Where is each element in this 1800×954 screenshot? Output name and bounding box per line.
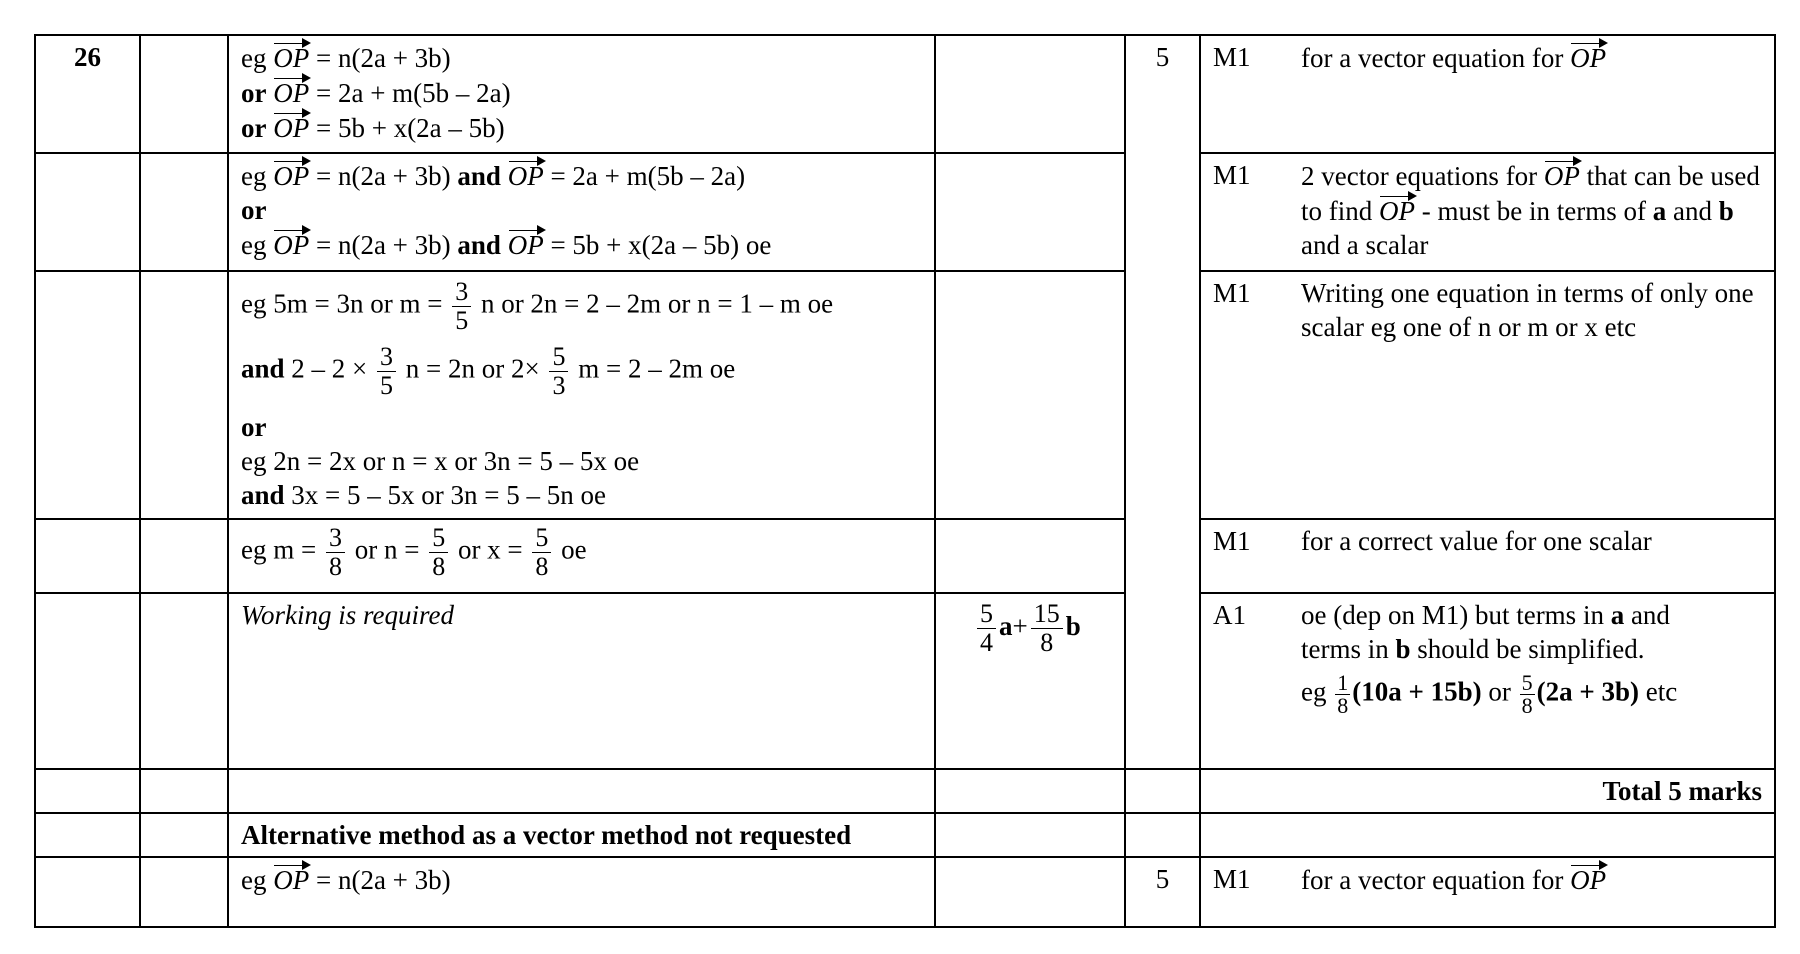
empty-cell bbox=[35, 857, 140, 927]
eg-label: eg bbox=[241, 865, 267, 895]
question-cell bbox=[35, 593, 140, 769]
note-bold: a bbox=[1652, 196, 1667, 226]
part-cell bbox=[140, 593, 228, 769]
numerator: 3 bbox=[326, 524, 345, 553]
numerator: 5 bbox=[549, 343, 568, 372]
working-cell bbox=[228, 857, 935, 927]
working-cell bbox=[228, 519, 935, 593]
table-row bbox=[35, 153, 1775, 271]
answer-b: b bbox=[1065, 610, 1081, 641]
empty-cell bbox=[935, 813, 1125, 857]
working-expr: 2 – 2 × bbox=[291, 353, 368, 384]
answer-cell bbox=[935, 519, 1125, 593]
notes-cell bbox=[1200, 857, 1775, 927]
working-expr: = n(2a + 3b) bbox=[315, 230, 451, 260]
note-bold: b bbox=[1718, 196, 1734, 226]
mark-code: M1 bbox=[1213, 526, 1251, 556]
fraction bbox=[377, 343, 396, 400]
note-text: Writing one equation in terms of only one scalar eg one of n or m or x etc bbox=[1301, 278, 1754, 342]
empty-cell bbox=[1200, 813, 1775, 857]
working-expr: n(2a + 3b) bbox=[337, 43, 451, 73]
notes-cell bbox=[1200, 519, 1775, 593]
eg-label: eg bbox=[241, 161, 267, 191]
note-bold: b bbox=[1395, 634, 1411, 664]
and-label: and bbox=[457, 161, 501, 191]
working-expr: oe bbox=[561, 534, 587, 565]
working-expr: = 5b + x(2a – 5b) bbox=[315, 113, 505, 143]
working-expr: n or 2n = 2 – 2m or n = 1 – m oe bbox=[480, 288, 834, 319]
note-expr: (2a + 3b) bbox=[1536, 676, 1640, 707]
answer-cell bbox=[935, 271, 1125, 519]
vector-op: OP bbox=[273, 40, 309, 72]
note-text: for a vector equation for bbox=[1301, 865, 1564, 895]
working-note: Working is required bbox=[241, 600, 454, 630]
empty-cell bbox=[140, 813, 228, 857]
fraction bbox=[549, 343, 568, 400]
numerator: 5 bbox=[532, 524, 551, 553]
vector-op: OP bbox=[273, 110, 309, 142]
note-text: or bbox=[1488, 676, 1511, 707]
working-expr: eg 2n = 2x or n = x or 3n = 5 – 5x oe bbox=[241, 446, 640, 476]
empty-cell bbox=[935, 769, 1125, 813]
empty-cell bbox=[1125, 813, 1200, 857]
note-text: - must be in terms of bbox=[1421, 196, 1646, 226]
denominator: 8 bbox=[1337, 693, 1349, 718]
question-cell bbox=[35, 153, 140, 271]
mark-code: M1 bbox=[1213, 278, 1251, 308]
table-row bbox=[35, 271, 1775, 519]
numerator: 3 bbox=[377, 343, 396, 372]
note-expr: (10a + 15b) bbox=[1352, 676, 1482, 707]
working-expr: n = 2n or 2× bbox=[405, 353, 540, 384]
working-cell bbox=[228, 153, 935, 271]
denominator: 4 bbox=[980, 628, 993, 657]
fraction bbox=[532, 524, 551, 581]
part-cell bbox=[140, 35, 228, 153]
note-bold: a bbox=[1610, 600, 1625, 630]
vector-op: OP bbox=[273, 158, 309, 190]
table-row bbox=[35, 35, 1775, 153]
note-text: should be simplified. bbox=[1417, 634, 1645, 664]
numerator: 5 bbox=[1521, 670, 1533, 695]
vector-op: OP bbox=[1544, 158, 1580, 190]
numerator: 1 bbox=[1337, 670, 1349, 695]
working-expr: = n(2a + 3b) bbox=[315, 865, 451, 895]
notes-cell bbox=[1200, 593, 1775, 769]
empty-cell bbox=[35, 813, 140, 857]
empty-cell bbox=[140, 857, 228, 927]
working-expr: = 5b + x(2a – 5b) oe bbox=[550, 230, 772, 260]
note-text: etc bbox=[1645, 676, 1678, 707]
question-cell bbox=[35, 271, 140, 519]
vector-op: OP bbox=[273, 227, 309, 259]
table-row bbox=[35, 519, 1775, 593]
and-label: and bbox=[241, 480, 285, 510]
alt-heading bbox=[228, 813, 935, 857]
question-number: 26 bbox=[35, 35, 140, 153]
working-expr: = 2a + m(5b – 2a) bbox=[315, 78, 511, 108]
denominator: 8 bbox=[328, 552, 342, 581]
answer-cell bbox=[935, 593, 1125, 769]
note-text: terms in bbox=[1301, 634, 1389, 664]
notes-cell bbox=[1200, 153, 1775, 271]
eg-label: eg bbox=[241, 230, 267, 260]
alt-heading-row bbox=[35, 813, 1775, 857]
or-label: or bbox=[241, 195, 267, 225]
denominator: 5 bbox=[455, 306, 469, 335]
answer-a: a bbox=[999, 610, 1013, 641]
notes-cell bbox=[1200, 35, 1775, 153]
fraction bbox=[429, 524, 448, 581]
denominator: 8 bbox=[535, 552, 549, 581]
alt-heading-text: Alternative method as a vector method not requested bbox=[241, 820, 852, 850]
and-label: and bbox=[457, 230, 501, 260]
mark-code: M1 bbox=[1213, 160, 1251, 190]
fraction bbox=[977, 600, 996, 657]
numerator: 5 bbox=[977, 600, 996, 629]
fraction bbox=[1520, 672, 1535, 717]
denominator: 8 bbox=[1521, 693, 1533, 718]
vector-op: OP bbox=[1570, 862, 1606, 894]
mark-code: M1 bbox=[1213, 864, 1251, 894]
fraction bbox=[452, 278, 471, 335]
answer-cell bbox=[935, 153, 1125, 271]
denominator: 8 bbox=[432, 552, 446, 581]
part-cell bbox=[140, 271, 228, 519]
total-row bbox=[35, 769, 1775, 813]
answer-cell bbox=[935, 35, 1125, 153]
numerator: 3 bbox=[452, 278, 471, 307]
note-text: that can be used to find bbox=[1301, 161, 1760, 226]
table-row bbox=[35, 593, 1775, 769]
fraction bbox=[1335, 672, 1350, 717]
working-expr: eg 5m = 3n or m = bbox=[241, 288, 443, 319]
working-expr: or x = bbox=[457, 534, 523, 565]
working-cell bbox=[228, 271, 935, 519]
vector-op: OP bbox=[508, 227, 544, 259]
denominator: 8 bbox=[1040, 628, 1054, 657]
marks-cell: 5 bbox=[1125, 35, 1200, 769]
numerator: 5 bbox=[429, 524, 448, 553]
fraction bbox=[326, 524, 345, 581]
mark-scheme-table bbox=[34, 34, 1776, 928]
note-text: for a vector equation for bbox=[1301, 43, 1564, 73]
plus-sign: + bbox=[1012, 610, 1028, 641]
and-label: and bbox=[241, 353, 285, 384]
total-marks: Total 5 marks bbox=[1200, 769, 1775, 813]
vector-op: OP bbox=[273, 75, 309, 107]
note-text: and bbox=[1630, 600, 1670, 630]
eg-label: eg bbox=[241, 43, 267, 73]
part-cell bbox=[140, 519, 228, 593]
mark-code: A1 bbox=[1213, 600, 1246, 630]
note-text: for a correct value for one scalar bbox=[1301, 526, 1652, 556]
empty-cell bbox=[140, 769, 228, 813]
working-cell bbox=[228, 593, 935, 769]
mark-code: M1 bbox=[1213, 42, 1251, 72]
answer-cell bbox=[935, 857, 1125, 927]
equals-sign: = bbox=[315, 43, 332, 73]
fraction bbox=[1031, 600, 1063, 657]
marks-cell: 5 bbox=[1125, 857, 1200, 927]
vector-op: OP bbox=[273, 862, 309, 894]
note-text: oe (dep on M1) but terms in bbox=[1301, 600, 1604, 630]
working-expr: or n = bbox=[354, 534, 420, 565]
denominator: 5 bbox=[380, 371, 394, 400]
vector-op: OP bbox=[1379, 193, 1415, 225]
working-expr: eg m = bbox=[241, 534, 317, 565]
numerator: 15 bbox=[1031, 600, 1063, 629]
denominator: 3 bbox=[552, 371, 566, 400]
part-cell bbox=[140, 153, 228, 271]
or-label: or bbox=[241, 78, 267, 108]
working-expr: m = 2 – 2m oe bbox=[578, 353, 736, 384]
empty-cell bbox=[35, 769, 140, 813]
note-text: and a scalar bbox=[1301, 230, 1429, 260]
or-label: or bbox=[241, 412, 267, 442]
empty-cell bbox=[228, 769, 935, 813]
or-label: or bbox=[241, 113, 267, 143]
vector-op: OP bbox=[1570, 40, 1606, 72]
question-cell bbox=[35, 519, 140, 593]
note-text: 2 vector equations for bbox=[1301, 161, 1538, 191]
working-cell bbox=[228, 35, 935, 153]
vector-op: OP bbox=[508, 158, 544, 190]
table-row bbox=[35, 857, 1775, 927]
note-text: and bbox=[1672, 196, 1712, 226]
working-expr: 3x = 5 – 5x or 3n = 5 – 5n oe bbox=[291, 480, 606, 510]
empty-cell bbox=[1125, 769, 1200, 813]
working-expr: = 2a + m(5b – 2a) bbox=[550, 161, 746, 191]
working-expr: = n(2a + 3b) bbox=[315, 161, 451, 191]
eg-label: eg bbox=[1301, 676, 1327, 707]
notes-cell bbox=[1200, 271, 1775, 519]
